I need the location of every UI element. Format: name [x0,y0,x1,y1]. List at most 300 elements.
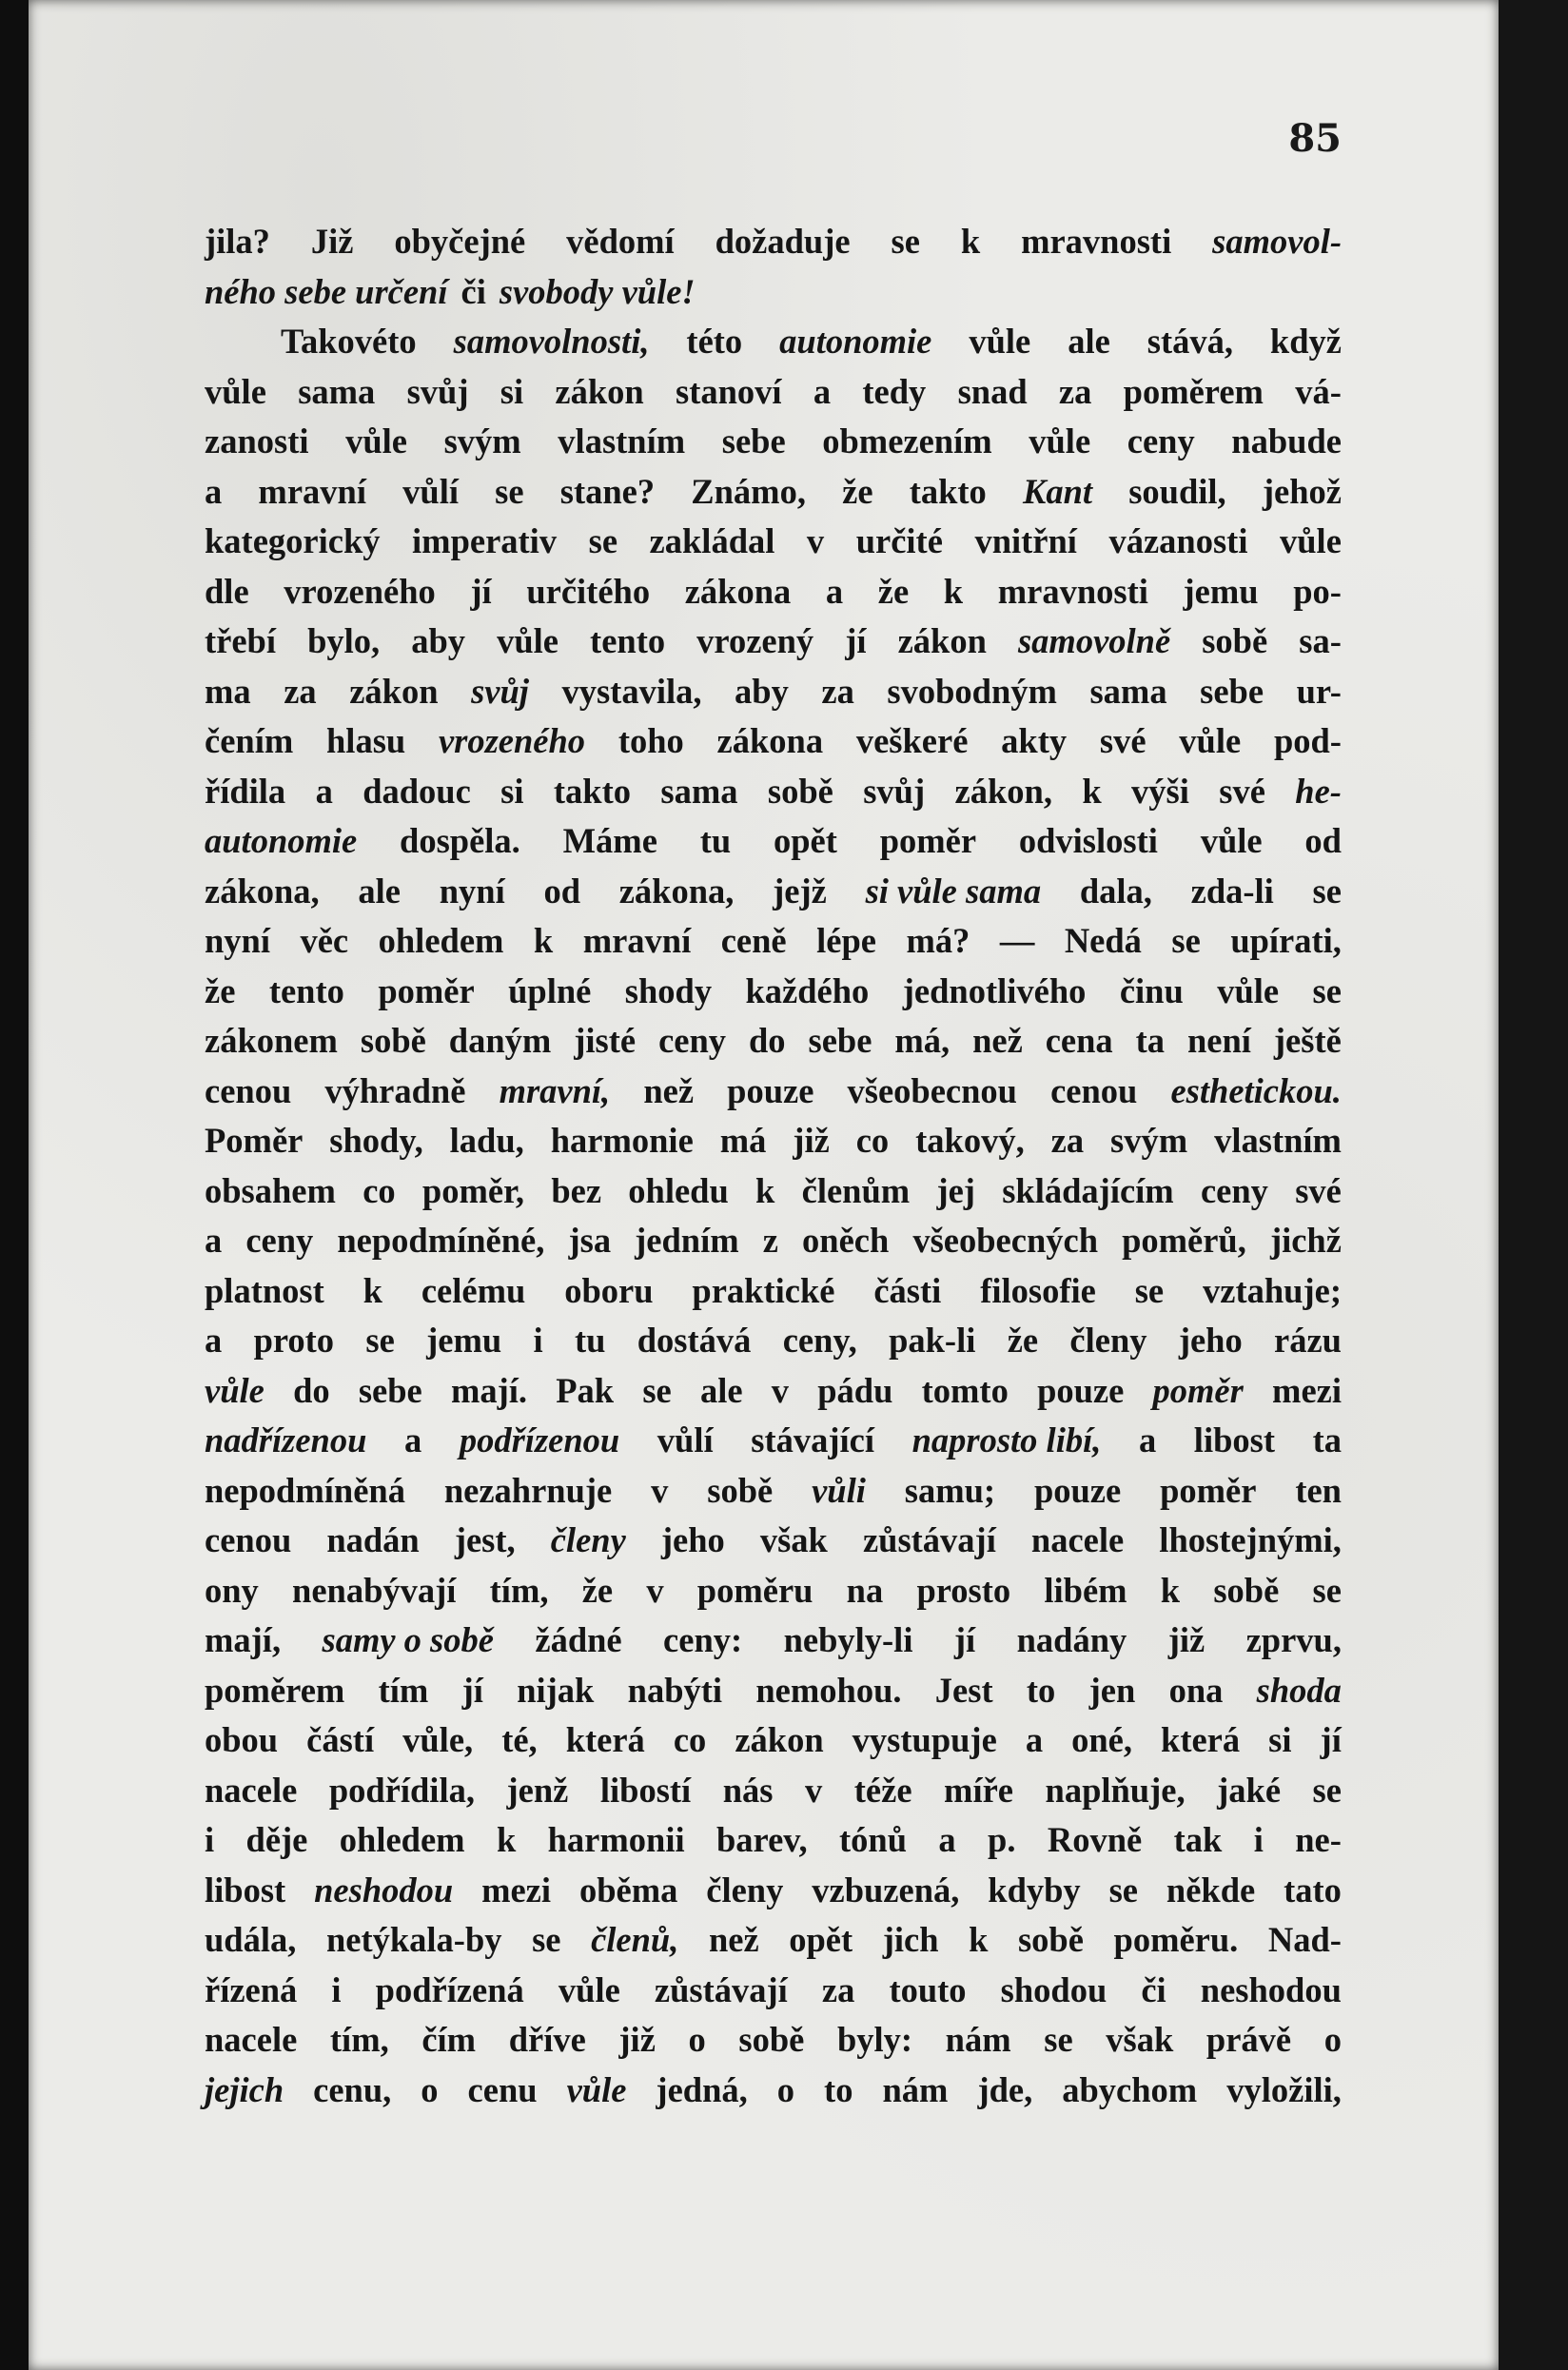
text-line [205,716,1342,767]
text-word: poměr [1160,1470,1257,1510]
text-word: se [1108,1870,1138,1910]
text-line [205,867,1342,917]
text-word: svobodným [887,671,1057,711]
text-word: toho [617,721,684,760]
text-word: ceny [1200,1170,1268,1210]
text-word: o [776,2069,795,2109]
text-word: ale [699,1370,743,1410]
text-word: autonomie [779,322,932,361]
text-word: zůstávají [654,1969,788,2009]
text-word: vůle [1217,970,1280,1010]
text-word: touto [889,1969,967,2009]
text-word: již [618,2020,656,2059]
text-word: podřízená [375,1969,524,2009]
text-word: nacele [1030,1520,1125,1559]
text-word: cenou [205,1520,292,1559]
text-word: se [1312,871,1342,911]
text-word: za [1050,1121,1085,1160]
text-word: právě [1205,2020,1292,2059]
text-word: mravní [582,921,692,960]
text-word: vůle [345,421,407,460]
text-word: vlastním [558,421,686,460]
text-word: ony [205,1570,259,1610]
text-word: mravní, [499,1070,611,1110]
text-word: a [825,571,844,611]
text-word: členy [706,1870,784,1910]
text-word: za [821,1969,855,2009]
text-word: vlastním [1214,1121,1342,1160]
text-word: ceny: [663,1620,743,1659]
text-line [205,1966,1342,2016]
text-word: o [421,2069,439,2109]
text-word: tu [699,821,732,860]
text-word: poměr [378,970,475,1010]
text-word: nabude [1231,421,1342,460]
text-word: která [565,1720,645,1759]
text-word: členy [1069,1321,1147,1360]
text-word: se [1044,2020,1073,2059]
text-word: se [365,1321,395,1360]
text-line [205,667,1342,717]
text-word: mezi [1272,1370,1342,1410]
text-word: co [363,1170,396,1210]
text-word: řízená [205,1969,298,2009]
text-word: jaké [1217,1770,1282,1810]
text-word: tento [590,621,666,660]
text-word: k [755,1170,775,1210]
text-word: a [938,1820,956,1859]
text-word: samovol- [1212,222,1342,261]
text-line [205,2066,1342,2116]
text-word: vůle [205,1370,265,1410]
text-word: tento [268,970,344,1010]
text-line [205,1266,1342,1317]
text-word: do [293,1370,330,1410]
text-word: samovolně [1017,621,1171,660]
text-word: stávající [751,1420,874,1459]
text-word: kategorický [205,521,381,560]
text-word: oněch [802,1221,890,1260]
text-word: naprosto libí, [911,1420,1102,1459]
text-word: libostí [599,1770,692,1810]
text-word: jeho [1178,1321,1243,1360]
text-word: vůle [1179,721,1242,760]
text-word: své [1219,771,1265,811]
text-word: neshodou [1200,1969,1342,2009]
text-word: jsa [568,1221,612,1260]
text-word: míře [944,1770,1013,1810]
text-word: činu [1119,970,1184,1010]
text-word: sobě [738,2020,805,2059]
text-word: co [673,1720,707,1759]
text-word: vystupuje [852,1720,997,1759]
text-line [205,1915,1342,1966]
text-word: svým [443,421,521,460]
text-word: všeobecnou [847,1070,1017,1110]
text-word: nám [882,2069,949,2109]
text-word: vědomí [566,222,675,261]
text-word: zákona [716,721,824,760]
text-word: tím [378,1670,429,1710]
text-word: svým [1110,1121,1188,1160]
text-word: obou [205,1720,279,1759]
text-word: svůj [471,671,529,711]
text-word: a [205,1321,223,1360]
text-word: obmezením [822,421,992,460]
text-word: opět [789,1920,853,1959]
text-word: stane? [559,471,656,511]
text-word: jej [936,1170,975,1210]
text-word: k [496,1820,517,1859]
text-word: nacele [205,2020,298,2059]
text-word: odvislosti [1018,821,1158,860]
text-word: ohledem [378,921,504,960]
text-word: praktické [692,1270,835,1310]
text-word: vrozeného [438,721,586,760]
text-word: čím [421,2020,477,2059]
text-word: he- [1295,771,1342,811]
text-word: v [806,521,825,560]
text-line [205,567,1342,617]
text-word: stává, [1147,322,1233,361]
text-word: si vůle sama [865,871,1042,911]
text-word: se [1312,1570,1342,1610]
text-word: děje [245,1820,308,1859]
text-word: určité [855,521,943,560]
text-word: stanoví [676,371,782,411]
text-word: Kant [1022,471,1093,511]
text-line [205,1416,1342,1466]
text-word: již [793,1121,830,1160]
text-word: aby [411,621,466,660]
text-word: samy o sobě [322,1620,494,1659]
text-line [205,1666,1342,1716]
text-word: nadány [1016,1620,1127,1659]
text-word: věc [300,921,349,960]
text-word: od [543,871,580,911]
text-word: a [404,1420,422,1459]
text-word: a [1138,1420,1157,1459]
text-word: k [960,222,981,261]
text-word: dožaduje [715,222,851,261]
text-word: vystavila, [561,671,702,711]
text-word: jedná, [656,2069,748,2109]
text-word: neshodou [314,1870,454,1910]
text-word: zákon [735,1720,824,1759]
text-word: sobě [1213,1570,1280,1610]
text-word: Známo, [691,471,806,511]
text-word: hlasu [326,721,406,760]
text-line [205,1866,1342,1916]
text-word: v [805,1770,823,1810]
text-word: i [331,1969,342,2009]
text-word: zůstávají [862,1520,996,1559]
text-word: pouze [1033,1470,1122,1510]
text-word: k [943,571,964,611]
text-word: mají, [205,1620,282,1659]
text-word: poměr, [421,1170,525,1210]
text-word: té, [501,1720,538,1759]
text-word: ona [1168,1670,1224,1710]
text-word: p. [988,1820,1016,1859]
text-word: dříve [508,2020,586,2059]
text-word: mravnosti [997,571,1148,611]
text-word: se [532,1920,561,1959]
text-word: upírati, [1230,921,1342,960]
text-line [205,617,1342,667]
text-word: má [719,1121,767,1160]
text-word: se [642,1370,672,1410]
text-word: poměrů, [1122,1221,1246,1260]
text-word: nás [722,1770,774,1810]
text-word: či [1141,1969,1166,2009]
text-word: tedy [862,371,927,411]
text-word: však [1106,2020,1174,2059]
text-word: Poměr [205,1121,304,1160]
text-word: ceny [245,1221,314,1260]
text-word: zda-li [1190,871,1274,911]
text-word: výši [1131,771,1189,811]
text-line [205,1067,1342,1117]
text-word: libost [1193,1420,1275,1459]
scan-edge [1499,0,1568,2370]
text-word: ného sebe určení [205,271,448,311]
text-word: Nedá [1064,921,1142,960]
text-word: vůle [1280,521,1342,560]
text-word: a [1025,1720,1044,1759]
text-word: vůle [1029,421,1091,460]
text-line [205,1715,1342,1766]
text-word: ceně [720,921,787,960]
text-word: sama [1089,671,1167,711]
text-word: o [688,2020,706,2059]
text-word: abychom [1062,2069,1198,2109]
text-word: to [824,2069,853,2109]
text-line [205,1166,1342,1217]
text-word: členů, [591,1920,679,1959]
text-word: — [999,921,1035,960]
text-word: shody, [329,1121,423,1160]
text-word: udála, [205,1920,297,1959]
text-word: podřízenou [459,1420,620,1459]
text-word: jisté [574,1021,637,1060]
text-word: akty [1001,721,1068,760]
text-word: téže [853,1770,912,1810]
text-word: sebe [721,421,786,460]
text-word: dle [205,571,249,611]
text-word: sa- [1299,621,1342,660]
text-word: části [873,1270,942,1310]
text-word: nyní [439,871,505,911]
text-word: zákona, [618,871,735,911]
text-word: esthetickou. [1170,1070,1342,1110]
text-word: jenž [506,1770,569,1810]
text-word: jí [461,1670,483,1710]
text-line [205,467,1342,518]
text-word: v [771,1370,790,1410]
text-word: když [1269,322,1342,361]
text-word: dospěla. [400,821,520,860]
text-word: soudil, [1128,471,1226,511]
text-line [205,217,1342,267]
text-word: že [1007,1321,1039,1360]
text-word: Rovně [1047,1820,1143,1859]
text-word: vůlí [402,471,459,511]
text-word: sobě [360,1021,426,1060]
text-word: jest, [454,1520,516,1559]
text-line [205,967,1342,1017]
text-word: nepodmíněná [205,1470,405,1510]
text-line [205,1466,1342,1517]
body-text [205,217,1342,2115]
text-word: nabýti [627,1670,723,1710]
text-word: podřídila, [328,1770,475,1810]
text-word: dostává [637,1321,752,1360]
text-word: vyložili, [1226,2069,1342,2109]
text-word: mravnosti [1021,222,1172,261]
text-word: sebe [1200,671,1264,711]
text-word: rázu [1274,1321,1342,1360]
text-word: jde, [977,2069,1033,2109]
text-word: částí [306,1720,375,1759]
text-word: určitého [526,571,651,611]
text-word: pak-li [889,1321,976,1360]
text-word: Již [310,222,354,261]
text-word: jedním [635,1221,739,1260]
text-word: si [1268,1720,1292,1759]
text-word: cenou [205,1070,292,1110]
text-word: již [1167,1620,1205,1659]
text-word: od [1304,821,1342,860]
text-word: své [1099,721,1147,760]
text-word: tím, [329,2020,389,2059]
text-word: za [821,671,854,711]
text-word: že [205,970,236,1010]
text-word: cenou [1050,1070,1138,1110]
text-word: této [686,322,743,361]
text-word: i [533,1321,543,1360]
text-word: se [1312,1770,1342,1810]
text-word: sobě [767,771,833,811]
text-line [205,317,1342,367]
text-word: vůle [558,1969,620,2009]
text-word: vůli [812,1470,866,1510]
text-word: barev, [716,1820,808,1859]
text-word: svobody vůle! [499,271,696,311]
text-word: shodou [1000,1969,1107,2009]
text-line [205,916,1342,967]
text-word: jich [882,1920,939,1959]
text-word: nadřízenou [205,1420,367,1459]
text-word: nezahrnuje [443,1470,613,1510]
text-word: jí [470,571,492,611]
text-word: sobě [707,1470,774,1510]
text-word: ceny [658,1021,727,1060]
text-word: vázanosti [1108,521,1248,560]
text-word: řídila [205,771,286,811]
text-word: třebí [205,621,276,660]
text-word: někde [1166,1870,1256,1910]
text-word: poměrem [205,1670,345,1710]
text-word: zákon, [954,771,1052,811]
text-word: jehož [1262,471,1342,511]
text-word: zákona, [205,871,320,911]
text-word: jemu [1183,571,1259,611]
text-word: že [581,1570,614,1610]
text-word: snad [957,371,1028,411]
text-word: k [363,1270,382,1310]
text-line [205,1366,1342,1417]
text-word: veškeré [855,721,969,760]
text-word: zákona [684,571,792,611]
text-word: a [205,471,223,511]
text-word: vzbuzená, [812,1870,960,1910]
text-line [205,1016,1342,1067]
text-line [205,2015,1342,2066]
text-word: prosto [916,1570,1011,1610]
text-word: jeho [660,1520,725,1559]
text-line [205,1216,1342,1266]
text-word: jí [1320,1720,1342,1759]
text-word: autonomie [205,821,358,860]
text-word: harmonie [550,1121,694,1160]
text-word: ale [358,871,401,911]
text-word: pod- [1273,721,1342,760]
text-word: nemohou. [755,1670,902,1710]
text-word: zákon [349,671,439,711]
text-word: v [651,1470,669,1510]
text-word: se [891,222,920,261]
text-word: ceny, [782,1321,857,1360]
text-word: daným [448,1021,552,1060]
text-word: a [205,1221,223,1260]
text-word: ladu, [449,1121,524,1160]
text-word: Máme [562,821,657,860]
text-word: vztahuje; [1203,1270,1342,1310]
text-word: bez [551,1170,602,1210]
text-word: zanosti [205,421,309,460]
text-word: vrozený [696,621,814,660]
text-word: poměrem [1123,371,1264,411]
text-word: ještě [1273,1021,1342,1060]
text-word: jejich [205,2069,284,2109]
text-word: oné, [1071,1720,1132,1759]
text-word: ne- [1295,1820,1342,1859]
text-word: či [461,271,486,311]
text-word: jila? [205,222,270,261]
text-line [205,1566,1342,1616]
text-word: zákon [897,621,987,660]
text-word: poměru. [1113,1920,1239,1959]
text-word: tu [574,1321,606,1360]
text-word: si [500,371,524,411]
text-word: skládajícím [1002,1170,1174,1210]
text-line [205,517,1342,567]
text-word: tato [1284,1870,1342,1910]
text-word: není [1187,1021,1251,1060]
text-word: mravní [258,471,366,511]
text-word: k [1082,771,1102,811]
text-word: jichž [1269,1221,1342,1260]
text-word: vnitřní [974,521,1077,560]
text-word: sobě [1017,1920,1084,1959]
text-word: o [1323,2020,1342,2059]
text-line [205,767,1342,817]
text-word: k [533,921,554,960]
text-word: poměr [1152,1370,1244,1410]
text-word: poměru [696,1570,813,1610]
text-word: lépe [816,921,876,960]
